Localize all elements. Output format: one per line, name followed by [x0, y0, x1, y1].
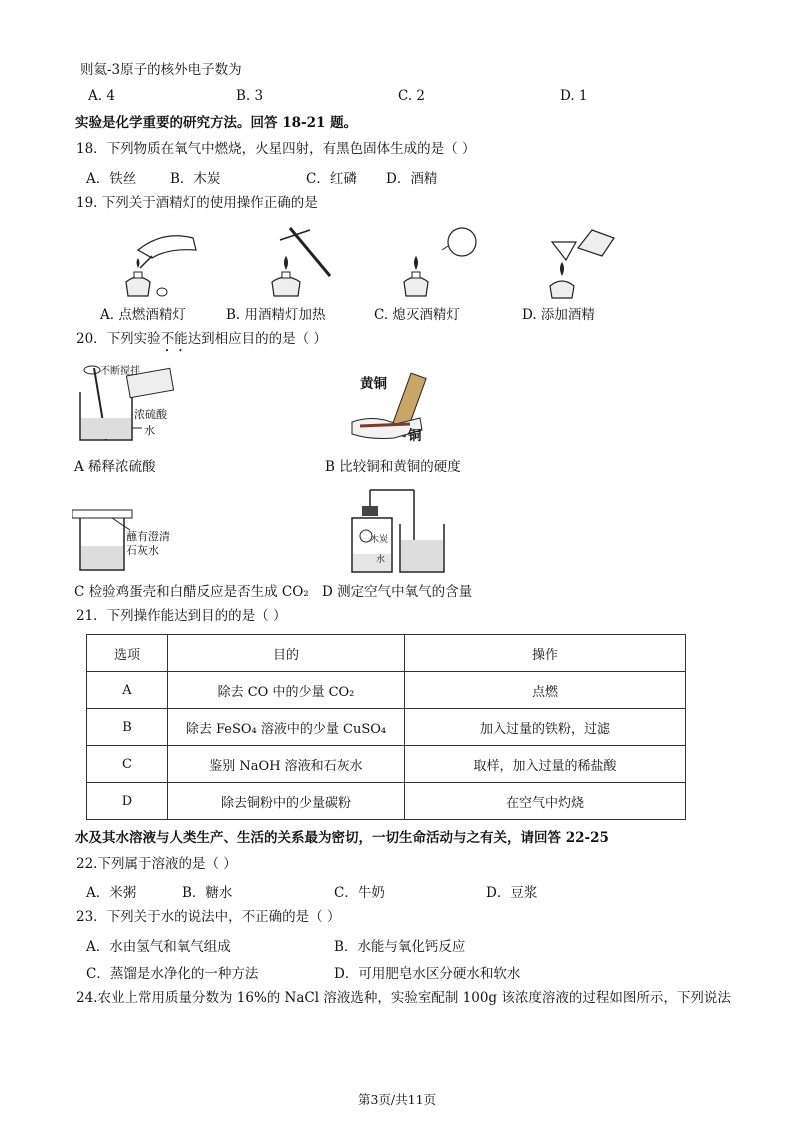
co2-test-figure	[72, 508, 182, 572]
q21-table	[86, 634, 686, 820]
row-operation: 点燃	[405, 672, 686, 709]
row-operation: 在空气中灼烧	[405, 783, 686, 820]
row-operation: 加入过量的铁粉，过滤	[405, 709, 686, 746]
lamp-extinguish-figure	[398, 220, 488, 300]
q22-option-c: C．牛奶	[334, 885, 385, 901]
q19-caption-b: B. 用酒精灯加热	[226, 307, 326, 323]
q20-caption-a: A 稀释浓硫酸	[74, 459, 156, 475]
table-row	[87, 672, 686, 709]
row-operation: 取样，加入过量的稀盐酸	[405, 746, 686, 783]
header-option: 选项	[87, 635, 168, 672]
lamp-heating-figure	[250, 220, 340, 300]
row-purpose: 除去 FeSO₄ 溶液中的少量 CuSO₄	[168, 709, 405, 746]
q20-caption-b: B 比较铜和黄铜的硬度	[325, 459, 461, 475]
q23-option-d: D．可用肥皂水区分硬水和软水	[334, 966, 521, 982]
q20-fig-a-label-stir: 不断搅拌	[100, 366, 140, 377]
q20-caption-c: C 检验鸡蛋壳和白醋反应是否生成 CO₂	[74, 584, 309, 600]
q22-option-b: B．糖水	[182, 885, 233, 901]
q17-option-c: C. 2	[398, 88, 426, 104]
q18-option-c: C．红磷	[306, 171, 357, 187]
q20-fig-b-label-copper: 铜	[408, 428, 422, 444]
q23-option-c: C．蒸馏是水净化的一种方法	[86, 966, 259, 982]
q18-option-d: D．酒精	[386, 171, 438, 187]
dilute-acid-figure	[72, 362, 182, 444]
q17-option-d: D. 1	[560, 88, 588, 104]
q20-fig-a-label-acid: 浓硫酸	[134, 408, 167, 421]
q23-stem: 23．下列关于水的说法中，不正确的是（ ）	[76, 909, 341, 925]
q20-fig-a-label-water: 水	[144, 424, 155, 437]
lamp-refill-figure	[540, 220, 630, 300]
q23-option-a: A．水由氢气和氧气组成	[86, 939, 231, 955]
table-row	[87, 709, 686, 746]
q18-stem: 18．下列物质在氧气中燃烧，火星四射，有黑色固体生成的是（ ）	[76, 141, 476, 157]
table-row	[87, 783, 686, 820]
q20-fig-c-label-2: 石灰水	[126, 544, 159, 557]
q20-stem-emphasis: 不能	[160, 331, 188, 347]
row-option: B	[87, 709, 168, 746]
q20-fig-d-label-charcoal: 木炭	[370, 535, 389, 545]
q17-option-a: A. 4	[88, 88, 115, 104]
row-option: A	[87, 672, 168, 709]
section-heading-2: 水及其水溶液与人类生产、生活的关系最为密切，一切生命活动与之有关，请回答 22-25	[75, 830, 609, 846]
q19-stem: 19. 下列关于酒精灯的使用操作正确的是	[76, 195, 318, 211]
row-option: D	[87, 783, 168, 820]
header-purpose: 目的	[168, 635, 405, 672]
q17-stem-tail: 则氦-3原子的核外电子数为	[80, 62, 242, 78]
q19-caption-d: D. 添加酒精	[522, 307, 595, 323]
table-row	[87, 746, 686, 783]
page-footer: 第3页/共11页	[357, 1092, 437, 1107]
q20-fig-d-label-water: 水	[376, 555, 386, 565]
q20-stem	[76, 330, 327, 355]
q22-option-a: A．米粥	[86, 885, 137, 901]
header-operation: 操作	[405, 635, 686, 672]
q24-stem: 24.农业上常用质量分数为 16%的 NaCl 溶液选种，实验室配制 100g 该浓度溶液的过程如图所示，下列说法	[76, 990, 731, 1006]
q20-stem-post: 达到相应目的的是（ ）	[187, 331, 327, 347]
row-purpose: 除去 CO 中的少量 CO₂	[168, 672, 405, 709]
row-purpose: 鉴别 NaOH 溶液和石灰水	[168, 746, 405, 783]
row-option: C	[87, 746, 168, 783]
q19-caption-c: C. 熄灭酒精灯	[374, 307, 460, 323]
q22-option-d: D．豆浆	[486, 885, 538, 901]
q21-stem: 21．下列操作能达到目的的是（ ）	[76, 608, 287, 624]
q18-option-b: B．木炭	[170, 171, 221, 187]
q19-caption-a: A. 点燃酒精灯	[100, 307, 186, 323]
q20-fig-c-label-1: 蘸有澄清	[126, 530, 170, 543]
section-heading-1: 实验是化学重要的研究方法。回答 18-21 题。	[75, 115, 358, 131]
q22-stem: 22.下列属于溶液的是（ ）	[76, 856, 237, 872]
q20-stem-pre: 20．下列实验	[76, 331, 161, 347]
q17-option-b: B. 3	[236, 88, 264, 104]
lamp-lighting-figure	[108, 220, 198, 300]
q20-caption-d: D 测定空气中氧气的含量	[322, 584, 473, 600]
q23-option-b: B．水能与氧化钙反应	[334, 939, 466, 955]
table-header-row	[87, 635, 686, 672]
q20-fig-b-label-brass: 黄铜	[360, 376, 387, 392]
hardness-figure	[350, 368, 450, 450]
oxygen-content-figure	[348, 484, 448, 576]
q18-option-a: A．铁丝	[86, 171, 137, 187]
row-purpose: 除去铜粉中的少量碳粉	[168, 783, 405, 820]
